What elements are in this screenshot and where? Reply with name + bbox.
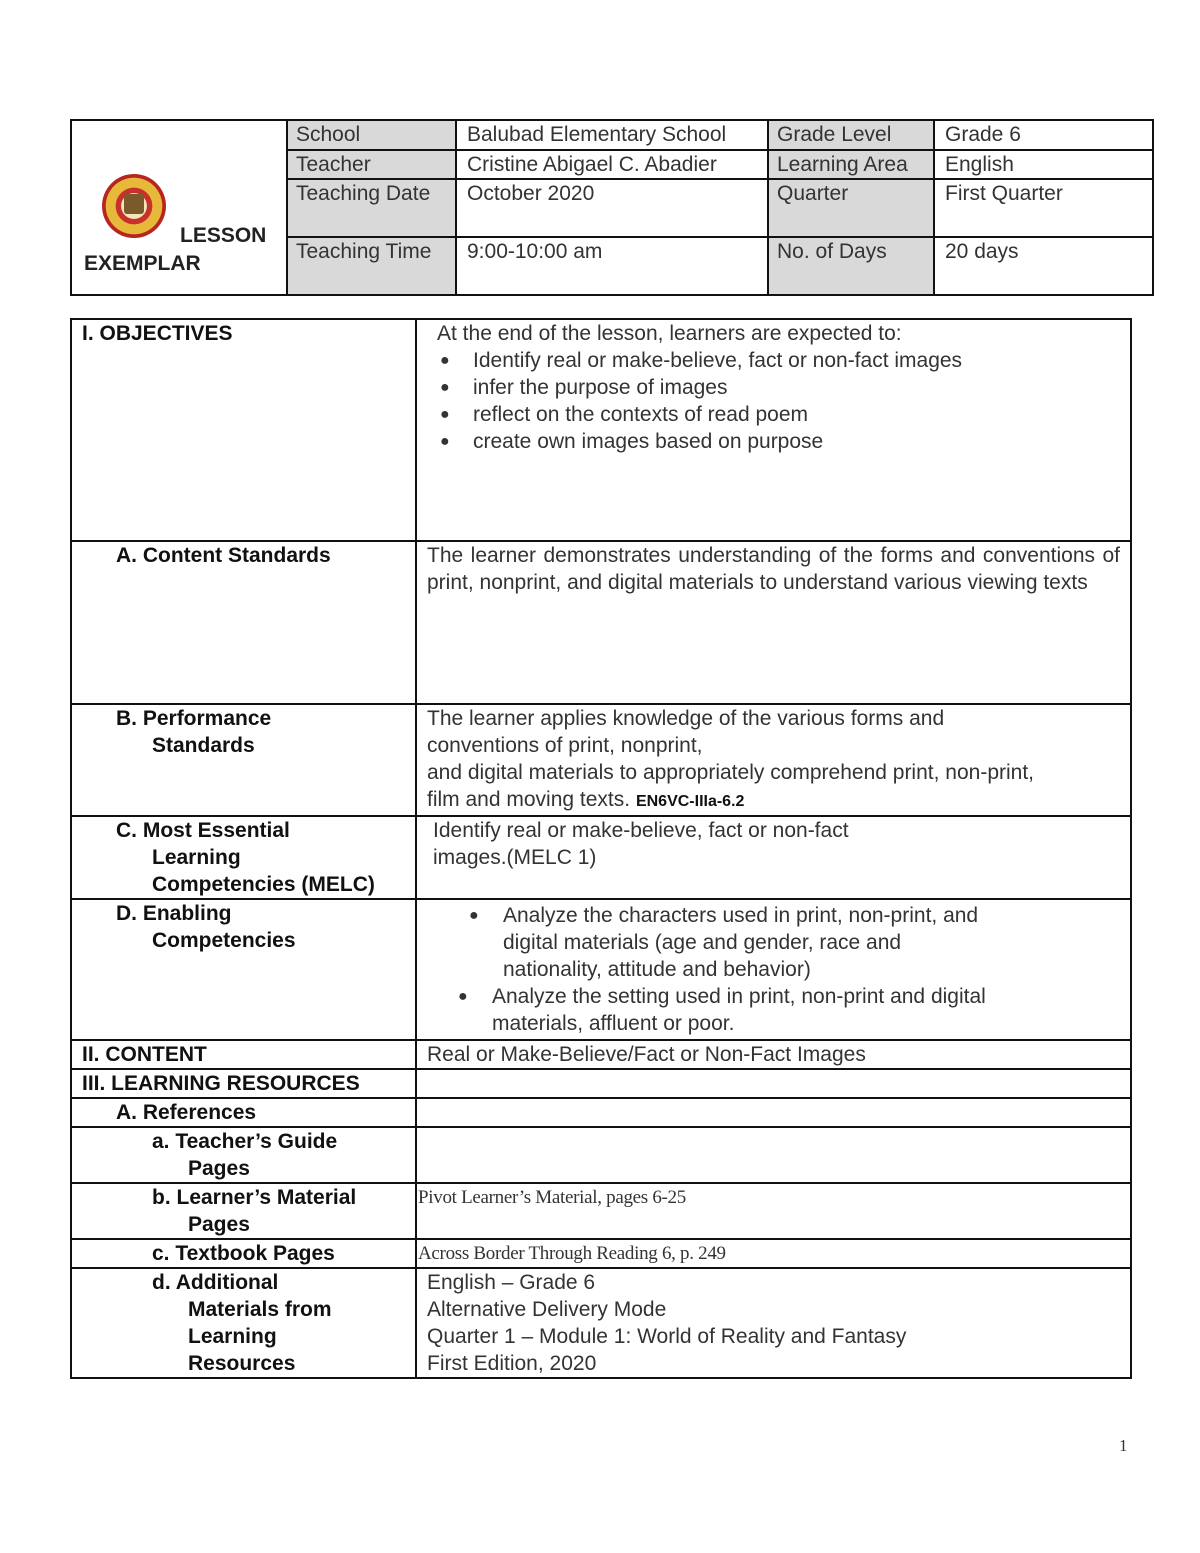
teaching-date-label: Teaching Date — [287, 179, 456, 237]
enabling-item: ● Analyze the characters used in print, non-print, and digital materials (age and gender, race and nationality, attitude and behavior) — [469, 904, 979, 981]
enabling-item: ● Analyze the setting used in print, non-print and digital materials, affluent or poor. — [458, 985, 986, 1035]
school-value: Balubad Elementary School — [456, 120, 768, 150]
textbook-pages-label: c. Textbook Pages — [71, 1239, 416, 1268]
learning-resources-value — [416, 1069, 1131, 1098]
references-value — [416, 1098, 1131, 1127]
textbook-pages-value: Across Border Through Reading 6, p. 249 — [416, 1239, 1131, 1268]
quarter-value: First Quarter — [934, 179, 1153, 237]
learners-material-value: Pivot Learner’s Material, pages 6-25 — [416, 1183, 1131, 1239]
melc-code: EN6VC-IIIa-6.2 — [635, 793, 745, 810]
content-standards-label: A. Content Standards — [71, 541, 416, 704]
lesson-exemplar-title: LESSON EXEMPLAR — [84, 223, 267, 275]
grade-level-value: Grade 6 — [934, 120, 1153, 150]
performance-standards-text: The learner applies knowledge of the various forms and conventions of print, nonprint, and digital materials to appropriately comprehend print, non-print, film and moving texts. EN6VC-IIIa-6.2 — [416, 704, 1131, 816]
objective-item: ● reflect on the contexts of read poem — [440, 403, 809, 426]
content-label: II. CONTENT — [71, 1040, 416, 1069]
enabling-list — [423, 902, 1124, 1037]
objective-item: ● Identify real or make-believe, fact or non-fact images — [440, 349, 963, 372]
grade-level-label: Grade Level — [768, 120, 934, 150]
content-standards-text: The learner demonstrates understanding of the forms and conventions of print, nonprint, and digital materials to understand various viewing texts — [416, 541, 1131, 704]
lesson-body-table — [70, 318, 1132, 1379]
teaching-time-label: Teaching Time — [287, 237, 456, 295]
enabling-competencies-label: D. Enabling Competencies — [71, 899, 416, 1040]
objectives-label: I. OBJECTIVES — [71, 319, 416, 541]
school-label: School — [287, 120, 456, 150]
learning-area-value: English — [934, 150, 1153, 179]
learning-resources-label: III. LEARNING RESOURCES — [71, 1069, 416, 1098]
objective-item: ● create own images based on purpose — [440, 430, 824, 453]
teachers-guide-value — [416, 1127, 1131, 1183]
teaching-date-value: October 2020 — [456, 179, 768, 237]
no-of-days-label: No. of Days — [768, 237, 934, 295]
objective-item: ● infer the purpose of images — [440, 376, 728, 399]
teaching-time-value: 9:00-10:00 am — [456, 237, 768, 295]
teacher-label: Teacher — [287, 150, 456, 179]
quarter-label: Quarter — [768, 179, 934, 237]
references-label: A. References — [71, 1098, 416, 1127]
objectives-list — [437, 347, 1124, 455]
page-number: 1 — [1119, 1436, 1128, 1455]
lesson-exemplar-cell — [71, 120, 287, 295]
performance-standards-label: B. Performance Standards — [71, 704, 416, 816]
content-text: Real or Make-Believe/Fact or Non-Fact Images — [416, 1040, 1131, 1069]
teachers-guide-label: a. Teacher’s Guide Pages — [71, 1127, 416, 1183]
learners-material-label: b. Learner’s Material Pages — [71, 1183, 416, 1239]
melc-text: Identify real or make-believe, fact or non-fact images.(MELC 1) — [416, 816, 1131, 899]
melc-label: C. Most Essential Learning Competencies (MELC) — [71, 816, 416, 899]
additional-materials-label: d. Additional Materials from Learning Resources — [71, 1268, 416, 1378]
no-of-days-value: 20 days — [934, 237, 1153, 295]
enabling-competencies-cell — [416, 899, 1131, 1040]
additional-materials-value: English – Grade 6 Alternative Delivery Mode Quarter 1 – Module 1: World of Reality and Fantasy First Edition, 2020 — [416, 1268, 1131, 1378]
learning-area-label: Learning Area — [768, 150, 934, 179]
teacher-value: Cristine Abigael C. Abadier — [456, 150, 768, 179]
objectives-cell — [416, 319, 1131, 541]
lesson-header-table — [70, 119, 1154, 296]
objectives-intro: At the end of the lesson, learners are expected to: — [437, 322, 902, 345]
